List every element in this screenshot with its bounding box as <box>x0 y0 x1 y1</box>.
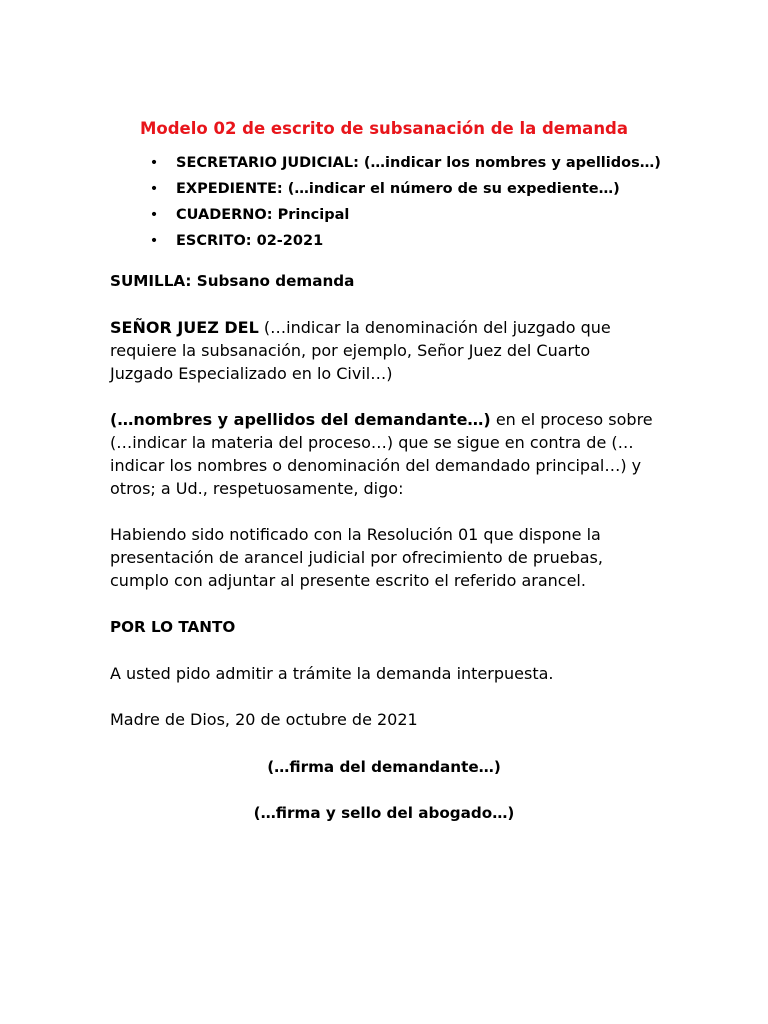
habiendo-paragraph: Habiendo sido notificado con la Resolución 01 que dispone la presentación de arancel judicial por ofrecimiento de pruebas, cumplo con adjuntar al presente escrito el referido arancel. <box>110 525 603 590</box>
header-item-text: CUADERNO: Principal <box>176 207 350 223</box>
header-item-text: EXPEDIENTE: (…indicar el número de su expediente…) <box>176 181 620 197</box>
demandante-paragraph <box>110 408 655 500</box>
header-item-expediente <box>148 180 668 198</box>
sumilla: SUMILLA: Subsano demanda <box>110 272 355 290</box>
bullet-icon: • <box>149 233 159 249</box>
bullet-icon: • <box>149 155 159 171</box>
firma-demandante: (…firma del demandante…) <box>267 758 501 776</box>
header-list <box>148 154 668 258</box>
header-item-secretario <box>148 154 668 172</box>
header-item-text: SECRETARIO JUDICIAL: (…indicar los nombres y apellidos…) <box>176 155 661 171</box>
document-title: Modelo 02 de escrito de subsanación de la demanda <box>139 119 629 138</box>
date-line: Madre de Dios, 20 de octubre de 2021 <box>110 710 418 729</box>
firma-abogado: (…firma y sello del abogado…) <box>253 804 515 822</box>
por-lo-tanto-heading: POR LO TANTO <box>110 618 236 636</box>
senor-juez-text: (…indicar la denominación del juzgado que requiere la subsanación, por ejemplo, Señor Juez del Cuarto Juzgado Especializado en lo Civil…) <box>110 318 611 383</box>
header-item-escrito <box>148 232 668 250</box>
demandante-lead: (…nombres y apellidos del demandante…) <box>110 410 491 429</box>
senor-juez-lead: SEÑOR JUEZ DEL <box>110 318 259 337</box>
demandante-text: en el proceso sobre (…indicar la materia del proceso…) que se sigue en contra de (…indicar los nombres o denominación del demandado principal…) y otros; a Ud., respetuosamente, digo: <box>110 410 653 498</box>
bullet-icon: • <box>149 207 159 223</box>
senor-juez-paragraph <box>110 316 655 385</box>
header-item-cuaderno <box>148 206 668 224</box>
header-item-text: ESCRITO: 02-2021 <box>176 233 324 249</box>
bullet-icon: • <box>149 181 159 197</box>
petition-paragraph: A usted pido admitir a trámite la demanda interpuesta. <box>110 664 554 683</box>
